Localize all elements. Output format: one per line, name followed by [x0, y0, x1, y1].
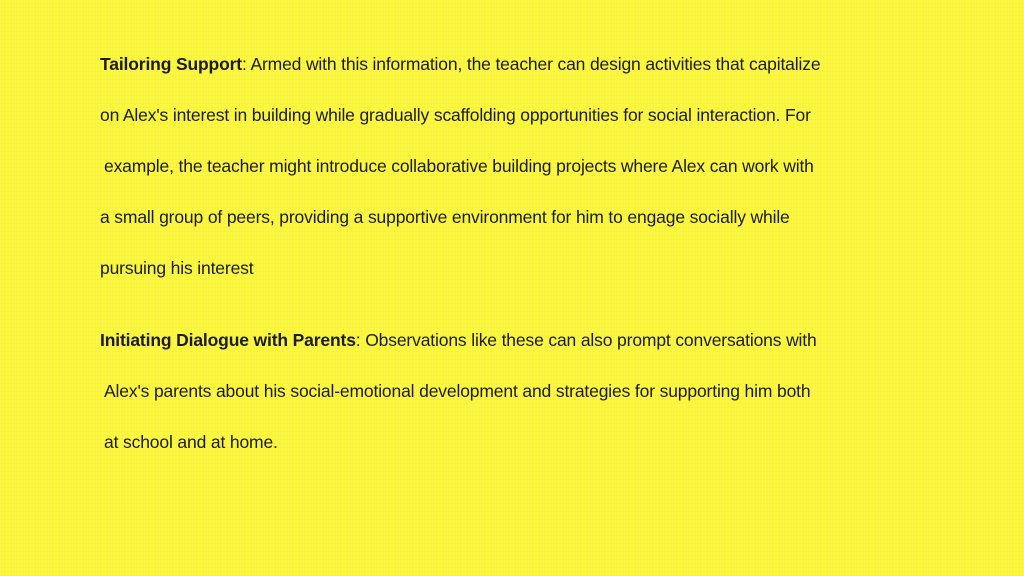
paragraph-line: at school and at home. — [104, 432, 278, 452]
paragraph-line: a small group of peers, providing a supportive environment for him to engage socially while — [100, 207, 790, 227]
paragraph-line — [100, 329, 817, 351]
paragraph-line: example, the teacher might introduce collaborative building projects where Alex can work with — [104, 156, 814, 176]
paragraph-line: Alex's parents about his social-emotional development and strategies for supporting him both — [104, 381, 811, 401]
paragraph-term: Initiating Dialogue with Parents — [100, 330, 356, 350]
paragraph-text: : Armed with this information, the teacher can design activities that capitalize — [241, 54, 821, 74]
paragraph-line: pursuing his interest — [100, 258, 254, 278]
paragraph-text: : Observations like these can also prompt conversations with — [355, 330, 817, 350]
paragraph-line — [100, 53, 820, 75]
paragraph-line: on Alex's interest in building while gradually scaffolding opportunities for social interaction. For — [100, 105, 811, 125]
paragraph-term: Tailoring Support — [100, 54, 242, 74]
